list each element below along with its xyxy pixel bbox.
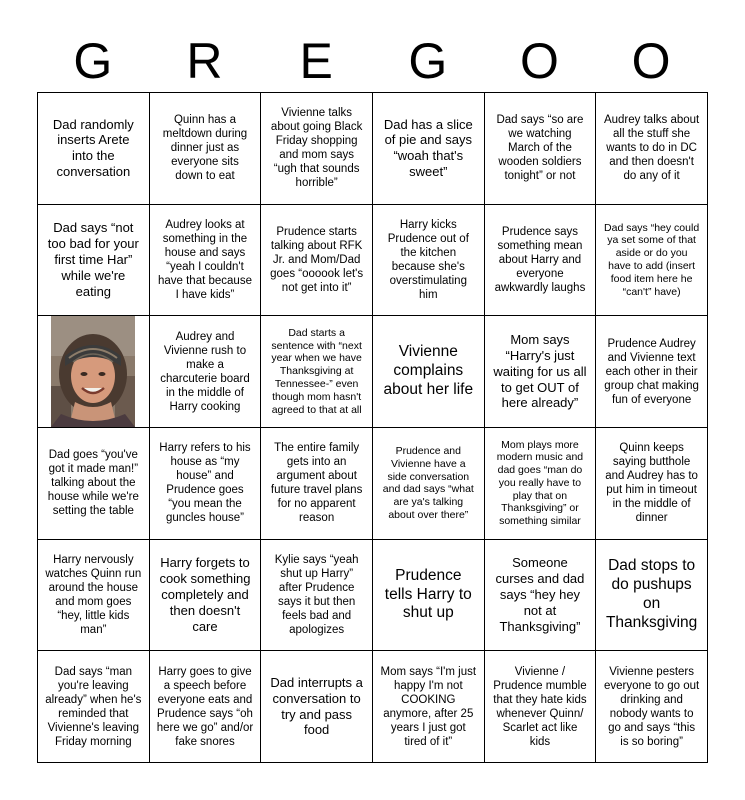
cell-text: Audrey looks at something in the house and says “yeah I couldn't have that because I have kids” [157, 218, 252, 302]
cell-text: Vivienne complains about her life [383, 343, 474, 399]
bingo-cell[interactable] [596, 428, 708, 540]
cell-text: Vivienne / Prudence mumble that they hate kids whenever Quinn/ Scarlet act like kids [493, 665, 587, 748]
bingo-cell[interactable] [373, 316, 485, 428]
cell-text: Prudence tells Harry to shut up [384, 566, 472, 622]
bingo-cell[interactable] [150, 205, 262, 317]
cell-text: Harry nervously watches Quinn run around the house and mom goes “hey, little kids man” [45, 553, 142, 636]
bingo-cell[interactable] [485, 540, 597, 652]
bingo-cell[interactable] [38, 93, 150, 205]
free-space-cell[interactable] [38, 316, 150, 428]
bingo-cell[interactable] [261, 316, 373, 428]
cell-text: Quinn keeps saying butthole and Audrey has to put him in timeout in the middle of dinner [605, 442, 698, 525]
cell-text: Audrey talks about all the stuff she wants to do in DC and then doesn't do any of it [603, 114, 700, 183]
cell-text: Mom says “Harry's just waiting for us all to get OUT of here already” [493, 331, 587, 411]
cell-text: Mom plays more modern music and dad goes “man do you really have to play that on Thanksgiving” or something similar [496, 438, 584, 528]
bingo-cell[interactable] [485, 316, 597, 428]
bingo-cell[interactable] [373, 205, 485, 317]
cell-text: Dad says “hey could ya set some of that aside or do you have to add (insert food item here he “can't” have) [604, 221, 700, 298]
bingo-header [37, 30, 707, 92]
cell-text: Kylie says “yeah shut up Harry” after Prudence says it but then feels bad and apologizes [274, 553, 359, 636]
bingo-cell[interactable] [596, 651, 708, 763]
bingo-cell[interactable] [38, 651, 150, 763]
bingo-cell[interactable] [38, 205, 150, 317]
cell-text: Dad stops to do pushups on Thanksgiving [605, 557, 698, 631]
cell-text: Dad goes “you've got it made man!” talking about the house while we're setting the table [47, 449, 139, 518]
bingo-cell[interactable] [261, 205, 373, 317]
cell-text: Dad has a slice of pie and says “woah that's sweet” [383, 116, 473, 180]
header-letter: G [73, 33, 113, 89]
header-letter: E [299, 33, 333, 89]
bingo-cell[interactable] [261, 540, 373, 652]
bingo-cell[interactable] [596, 540, 708, 652]
bingo-cell[interactable] [485, 205, 597, 317]
cell-text: Dad says “not too bad for your first time Har” while we're eating [47, 220, 139, 299]
cell-text: Harry kicks Prudence out of the kitchen because she's overstimulating him [387, 218, 469, 302]
cell-text: Prudence starts talking about RFK Jr. and Mom/Dad goes “oooook let's not get into it” [270, 225, 364, 294]
bingo-cell[interactable] [485, 651, 597, 763]
cell-text: Audrey and Vivienne rush to make a charcuterie board in the middle of Harry cooking [160, 330, 250, 413]
cell-text: Vivienne pesters everyone to go out drinking and nobody wants to go and says “this is so boring” [603, 665, 700, 748]
cell-text: Harry goes to give a speech before everyone eats and Prudence says “oh here we go” and/or fake snores [156, 665, 254, 748]
bingo-cell[interactable] [261, 93, 373, 205]
bingo-cell[interactable] [373, 428, 485, 540]
header-letter: O [631, 33, 671, 89]
bingo-cell[interactable] [596, 316, 708, 428]
bingo-cell[interactable] [485, 93, 597, 205]
cell-text: Quinn has a meltdown during dinner just as everyone sits down to eat [162, 114, 248, 183]
bingo-cell[interactable] [373, 540, 485, 652]
cell-text: Dad says “man you're leaving already” when he's reminded that Vivienne's leaving Friday morning [45, 665, 142, 748]
bingo-cell[interactable] [485, 428, 597, 540]
free-space-photo [51, 316, 135, 427]
header-letter: O [520, 33, 559, 89]
cell-text: Prudence Audrey and Vivienne text each other in their group chat making fun of everyone [604, 337, 699, 406]
bingo-grid [37, 92, 708, 763]
cell-text: Dad randomly inserts Arete into the conversation [52, 116, 134, 180]
portrait-image [51, 316, 135, 427]
cell-text: Dad interrupts a conversation to try and pass food [270, 674, 363, 738]
bingo-cell[interactable] [261, 428, 373, 540]
header-letter: G [408, 33, 448, 89]
cell-text: Someone curses and dad says “hey hey not at Thanksgiving” [495, 555, 585, 634]
bingo-cell[interactable] [150, 540, 262, 652]
bingo-cell[interactable] [373, 93, 485, 205]
cell-text: Vivienne talks about going Black Friday shopping and mom says “ugh that sounds horrible” [270, 107, 363, 190]
bingo-cell[interactable] [596, 205, 708, 317]
cell-text: Harry refers to his house as “my house” and Prudence goes “you mean the guncles house” [159, 442, 251, 525]
bingo-cell[interactable] [38, 428, 150, 540]
bingo-cell[interactable] [150, 93, 262, 205]
bingo-cell[interactable] [150, 316, 262, 428]
bingo-cell[interactable] [150, 428, 262, 540]
cell-text: Mom says “I'm just happy I'm not COOKING anymore, after 25 years I just got tired of it” [380, 665, 477, 748]
cell-text: Prudence and Vivienne have a side conversation and dad says “what are ya's talking about over there” [382, 444, 474, 521]
cell-text: The entire family gets into an argument about future travel plans for no apparent reason [270, 442, 363, 525]
cell-text: Dad starts a sentence with “next year when we have Thanksgiving at Tennessee-” even though mom hasn't agreed to that at all [271, 326, 362, 416]
bingo-cell[interactable] [373, 651, 485, 763]
bingo-cell[interactable] [38, 540, 150, 652]
cell-text: Prudence says something mean about Harry and everyone awkwardly laughs [494, 225, 586, 294]
bingo-cell[interactable] [596, 93, 708, 205]
cell-text: Dad says “so are we watching March of the wooden soldiers tonight” or not [496, 114, 584, 183]
bingo-cell[interactable] [150, 651, 262, 763]
header-letter: R [186, 33, 223, 89]
cell-text: Harry forgets to cook something completely and then doesn't care [159, 555, 251, 634]
bingo-cell[interactable] [261, 651, 373, 763]
